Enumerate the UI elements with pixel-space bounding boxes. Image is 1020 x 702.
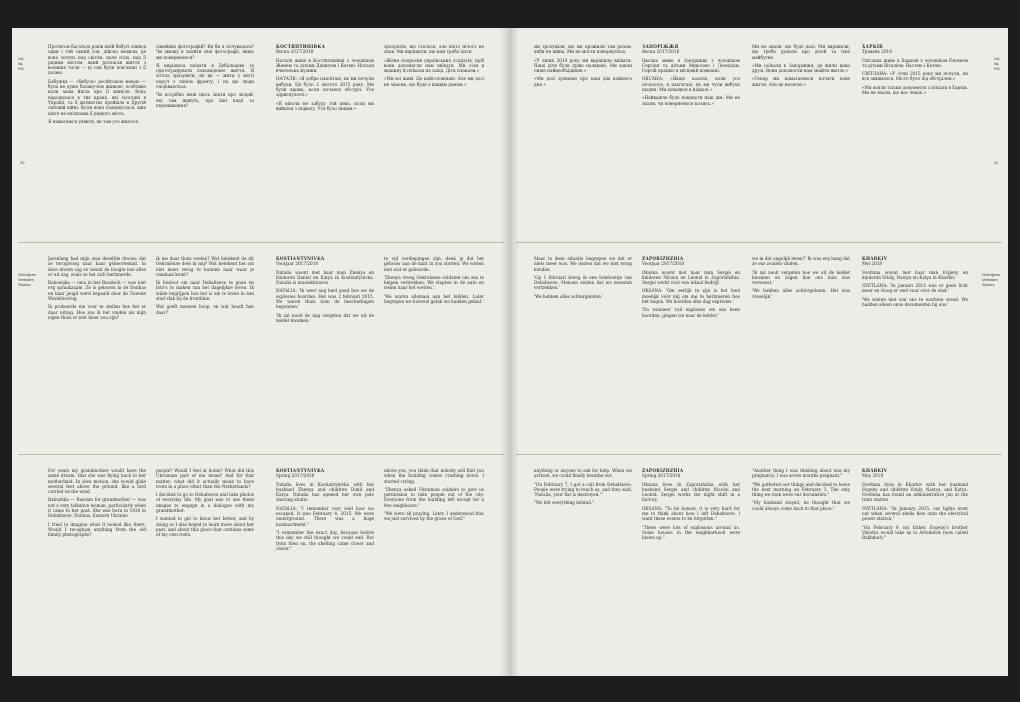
paragraph: Natalia woont met haar man Zhenya en kinderen Daniel en Katya in Kostiantynivka. Natalia is muzieklerares. [276, 269, 374, 286]
section-margin-label: Ontmijnen Verhalen Stories [18, 272, 37, 287]
paragraph: Я намагаюся уявити, як там усе жилося. [48, 118, 140, 124]
paragraph: Natalia lives in Kostiantynivka with her husband Zhenya and children Danil and Katya. Natalia has opened her own pole dancing studio. [276, 481, 374, 503]
paragraph: Svetlana lives in Kharkiv with her husband Evgeny and children Vitaly, Nastya, and Katya. Svetlana has found an administrative job at the train station. [862, 481, 968, 503]
page-number: 20 [20, 160, 25, 165]
story-date: Voorjaar 2017/2018 [276, 261, 319, 267]
paragraph: Oksana woont met haar man Sergei en kinderen Nicolai en Leonid in Zaporizhzhia. Sergei werkt voor een lokaal bedrijf. [642, 269, 740, 286]
paragraph: «Тепер ми намагаємося почати нове життя. Але це нелегко.» [752, 76, 850, 87]
paragraph: "Another thing I was thinking about was my pregnancy. I was seven months pregnant." [752, 468, 850, 479]
paragraph: "There were lots of explosions around us. Some houses in the neighborhood were blown up." [642, 524, 740, 541]
paragraph: we in dat ongelijk leven?' Ik was erg bang dat ze ons zouden vinden. [752, 256, 850, 267]
paragraph: "We left everything behind." [534, 500, 595, 506]
story-date: Весна 2017/2018 [642, 49, 680, 55]
paragraph: Я вирішила поїхати в Дебальцеве та сфотографувати повсякденне життя. Я хотіла зрозуміти, як це — жити у місті поруч з лінією фронту, і на що люди сподіваються. [156, 62, 254, 90]
right-page [510, 28, 1008, 676]
paragraph: "We were all praying. Later, I understood that we just survived by the grace of God." [384, 511, 484, 522]
paragraph: Наталя живе в Костянтинівці з чоловіком Женею та дітьми Данилом і Катею. Наталя вчителька музики. [276, 57, 374, 74]
language-margin-label: UA NL EN [18, 56, 24, 71]
paragraph: «Женя попросив українських солдатів, щоб вони допомогли нам виїхати. Ми сіли в машину й поїхали на захід. Діти плакали.» [384, 57, 484, 74]
paragraph: SVETLANA: "In January 2015, our lights went out when several shells flew onto the electrical power station." [862, 505, 968, 522]
en-column-2 [156, 468, 254, 668]
paragraph: 'We hebben alles achtergelaten. Het was vreselijk.' [752, 288, 850, 299]
language-margin-label: UA NL EN [994, 56, 1000, 71]
nl-column-1 [534, 256, 632, 446]
paragraph: 'Ik zal nooit vergeten hoe we uit de kelder kwamen en zagen hoe ons huis was verwoest.' [752, 269, 850, 286]
paragraph: OKSANA: "To be honest, it is very hard for me to think about how I left Debaltseve. I want these events to be forgotten." [642, 505, 740, 522]
paragraph: 'We wisten niet wat ons te wachten stond. We hadden alleen onze documenten bij ons.' [862, 296, 968, 308]
section-margin-label: Ontmijnen Verhalen Stories [982, 272, 1001, 287]
row-divider [516, 454, 1002, 455]
paragraph: "On February 7, I got a call from Debaltseve. People were trying to reach us, and they said, 'Natalia, your flat is destroyed.'" [534, 481, 632, 498]
paragraph: people? Would I feel at home? What did this Ukrainian part of me mean? And for that matter, what did it actually mean to have roots in a place other than the Netherlands? [156, 468, 254, 489]
paragraph: OKSANA: 'Om eerlijk te zijn is het heel moeilijk voor mij om me te herinneren hoe het begon. We hoorden elke dag explosies.' [642, 288, 740, 305]
nl-column-4 [862, 256, 968, 446]
en-column-4 [862, 468, 968, 668]
story-title: КОСТЯНТИНІВКА [276, 44, 326, 49]
ua-column-2 [642, 44, 740, 234]
story-title: KOSTIANTYNIVKA [276, 468, 325, 473]
page-number: 21 [994, 160, 999, 165]
story-date: Voorjaar 2017/2018 [642, 261, 685, 267]
ua-column-1 [48, 44, 146, 234]
en-column-2 [642, 468, 740, 668]
paragraph: SVETLANA: 'In januari 2015 was er geen licht meer en vloog er veel vuur over de stad.' [862, 283, 968, 294]
paragraph: «Найважче було покинути наш дім. Ми не знали, чи повернемося колись.» [642, 95, 740, 106]
story-date: Spring 2017/2018 [276, 473, 315, 479]
paragraph: "On February 9, my father, Evgeny's brother Volodya would take us to Artemivsk (now called Bakhmut)." [862, 524, 968, 541]
ua-column-3 [752, 44, 850, 234]
paragraph: 'Zhenya vroeg Oekraïense soldaten om ons te helpen vertrekken. We stapten in de auto en reden naar het westen.' [384, 274, 484, 291]
paragraph: зрозуміти, що сталося, але ніхто нічого не знав. Ми вирішили, що нам треба їхати. [384, 44, 484, 55]
paragraph: «Ми всі живі. Це найголовніше. Але ми досі не знаємо, що буде з нашим домом.» [384, 76, 484, 87]
paragraph: Wat geeft mensen hoop, en wat houdt hen daar? [156, 304, 254, 315]
paragraph: anything or anyone to ask for help. When we arrived, we could finally breathe out. [534, 468, 632, 479]
story-title: ЗАПОРІЖЖЯ [642, 44, 679, 49]
en-column-1 [48, 468, 146, 668]
paragraph: Протягом багатьох років моїй бабусі снився один і той самий сон, дійсно мовили, де вона летить над світом, наче птах, над її рідним містом, який розлагав життя з воєнних часів — ці сни були пов'язані з її долею. [48, 44, 146, 76]
paragraph: ОКСАНА: «Якщо казати, коли усе почалося, я пам'ятаю, як ми чули вибухи щодня. Ми ховалися в підвалі.» [642, 76, 740, 93]
story-title: ZAPORIZHZHIA [642, 256, 684, 261]
row-divider [18, 454, 504, 455]
story-date: Травень 2018 [862, 49, 892, 55]
paragraph: «Я ніколи не забуду той день, коли ми вийшли з підвалу. Усе було іншим.» [276, 100, 374, 111]
en-column-4 [384, 468, 484, 668]
ua-column-1 [534, 44, 632, 234]
paragraph: ми зрозуміли, що ми прожили там разом, якби не війна. Ми не могли повернутися. [534, 44, 632, 55]
paragraph: 'En wanneer vuil explosies om ons heen hoorden, gingen we naar de kelder.' [642, 307, 740, 318]
paragraph: Ми не знали, що буде далі. Ми вирішили, що треба думати про дітей та їхнє майбутнє. [752, 44, 850, 60]
paragraph: «У липні 2014 року ми вирішили виїхати. Наші діти були дуже налякані. Ми взяли лише найнеобхідніше.» [534, 57, 632, 74]
paragraph: ik me daar thuis voelen? Wat betekent de dit Oekraïense deel in mij? Wat betekent het om niet meer terug te kunnen naar waar je vandaan komt? [156, 256, 254, 277]
story-date: Весна 2017/2018 [276, 49, 314, 55]
paragraph: "I remember the exact day, because before this day we still thought we could end. But from then on, the shelling came closer and closer." [276, 529, 374, 551]
paragraph: "My husband stayed, he thought that we could always come back to that place." [752, 500, 850, 511]
paragraph: NATALIA: 'Ik weet nog heel goed hoe we de explosies hoorden. Het was 2 februari 2015. We waren thuis toen de beschietingen begonnen.' [276, 288, 374, 310]
story-title: KHARKIV [862, 256, 888, 261]
paragraph: For years my grandmother would have the same dream, that she was flying back to her motherland. In slow motion, she would glide several feet above the ground, like a bird carried on the wind. [48, 468, 146, 495]
en-column-1 [534, 468, 632, 668]
nl-column-3 [276, 256, 374, 446]
paragraph: «Ми поїхали в Запоріжжя, де жили наші друзі. Вони допомогли нам знайти житло.» [752, 62, 850, 74]
paragraph: 'We waren allemaal aan het bidden. Later begrepen we hoeveel geluk we hadden gehad.' [384, 293, 484, 305]
ua-column-3 [276, 44, 374, 234]
ua-column-4 [862, 44, 968, 234]
story-title: KOSTIANTYNIVKA [276, 256, 325, 261]
paragraph: СВІТЛАНА: «У січні 2015 року ми почули, як все змінилося. Місто було під обстрілом.» [862, 71, 968, 82]
magazine-spread [12, 28, 1008, 676]
nl-column-3 [752, 256, 850, 446]
paragraph: Jarenlang had mijn oma dezelfde droom: dat ze terugvloog naar haar geboortestad. In deze droom zag ze vanuit de hoogte hoe alles er uit zag, zoals ze het zich herinnerde. [48, 256, 146, 277]
nl-column-2 [642, 256, 740, 446]
paragraph: Svetlana woont met haar man Evgeny en kinderen Vitaly, Nastya en Katya in Kharkiv. [862, 269, 968, 280]
en-column-3 [276, 468, 374, 668]
paragraph: НАТАЛЯ: «Я добре пам'ятаю, як ми почули вибухи. Це було 2 лютого 2015 року. Ми були вдома, коли почався обстріл. Усе здригнулося.» [276, 76, 374, 98]
story-title: ХАРКІВ [862, 44, 883, 49]
paragraph: Оксана живе в Запоріжжі з чоловіком Сергієм та дітьми Миколою і Леонідом. Сергій працює в місцевій компанії. [642, 57, 740, 74]
nl-column-2 [156, 256, 254, 446]
row-divider [18, 242, 504, 243]
nl-column-1 [48, 256, 146, 446]
paragraph: te vijf verdiepingen zijn, denk je dat het gebouw aan de kant in zou storten. We wisten niet wat er gebeurde. [384, 256, 484, 272]
en-column-3 [752, 468, 850, 668]
paragraph: I wanted to get to know her better, and by doing so I also hoped to learn more about her past, and about this place that contains some of my own roots. [156, 516, 254, 538]
paragraph: Babushka — Russian for grandmother — was not a very talkative woman, particularly when it came to her past. She was born in 1930 in Debaltseve, Donbas, Eastern Ukraine. [48, 497, 146, 519]
paragraph: Світлана живе в Харкові з чоловіком Євгеном та дітьми Віталієм, Настею і Катею. [862, 57, 968, 68]
paragraph: Чи потрібно мені щось знати про людей, які там живуть, про їхні надії та переживання? [156, 92, 254, 108]
ua-column-4 [384, 44, 484, 234]
paragraph: Baboesjka — oma in het Russisch — was niet erg spraakzaam. Ze is geboren in de Donbas en haar jeugd werd bepaald door de Tweede Wereldoorlog. [48, 280, 146, 302]
story-title: ZAPORIZHZHIA [642, 468, 684, 473]
row-divider [516, 242, 1002, 243]
ua-column-2 [156, 44, 254, 234]
paragraph: NATALIA: "I remember very well how we escaped. It was February 4, 2015. We were underground. There was a huge bombardment." [276, 505, 374, 527]
paragraph: "We gathered our things and decided to leave the next morning on February 3. The only thing we took were our documents." [752, 481, 850, 498]
paragraph: 'Ik zal nooit de dag vergeten dat we uit de kelder kwamen.' [276, 312, 374, 323]
paragraph: «Ми досі думаємо про наш дім кожного дня.» [534, 76, 632, 87]
paragraph: 'Op 1 februari kreeg ik een telefoontje van Debaltseve. Mensen zeiden dat we moesten vertrekken.' [534, 274, 632, 291]
paragraph: 'We hebben alles achtergelaten.' [534, 293, 604, 299]
paragraph: сімейних фотографій? Як би я почувалася? Чи зможу я знайти свої фотографії, якщо ми повернемося? [156, 44, 254, 60]
paragraph: «Ми взяли тільки документи і поїхали в Харків. Ми не знали, що нас чекає.» [862, 84, 968, 96]
story-date: Mei 2018 [862, 261, 883, 267]
paragraph: Ik besloot om naar Debaltseve te gaan en foto's te maken van het dagelijkse leven. Ik wilde begrijpen hoe het is om te leven in een stad vlak bij de frontlinie. [156, 280, 254, 302]
paragraph: "Zhenya asked Ukrainian soldiers to give us permission to take people out of the city. Everyone from the building left except for a few neighbours." [384, 486, 484, 508]
paragraph: Бабушка — «бабуся» російською мовою — була не дуже балакучою жінкою, особливо коли мова йшла про її минуле. Вона народилася в тих краях, які сьогодні в Україні, та її дитинство пройшло в Другій світовій війні. Коли вона повернулася, вже ніхто не впізнавав її рідного міста. [48, 78, 146, 116]
paragraph: above you, you think that nobody will find you when the building comes crashing down. I started crying. [384, 468, 484, 484]
left-page [12, 28, 511, 676]
nl-column-4 [384, 256, 484, 446]
paragraph: Oksana lives in Zaporizhzhia with her husband Sergei and children Nicolai and Leonid. Sergei works the night shift in a factory. [642, 481, 740, 503]
paragraph: I decided to go to Debaltseve and take photos of everyday life. My goal was to use these images to engage in a dialogue with my grandmother. [156, 492, 254, 514]
paragraph: Ik probeerde me voor te stellen hoe het er daar uitzag. Hoe zou ik het vinden als mijn eigen thuis er niet meer zou zijn? [48, 304, 146, 320]
story-date: Spring 2017/2018 [642, 473, 681, 479]
paragraph: I tried to imagine what it looked like there. Would I recognize anything from the old family photographs? [48, 521, 146, 538]
paragraph: Maar in deze situatie begrepen we dat er niets meer was. We wisten dat we niet terug konden. [534, 256, 632, 272]
story-title: KHARKIV [862, 468, 888, 473]
story-date: May 2018 [862, 473, 884, 479]
